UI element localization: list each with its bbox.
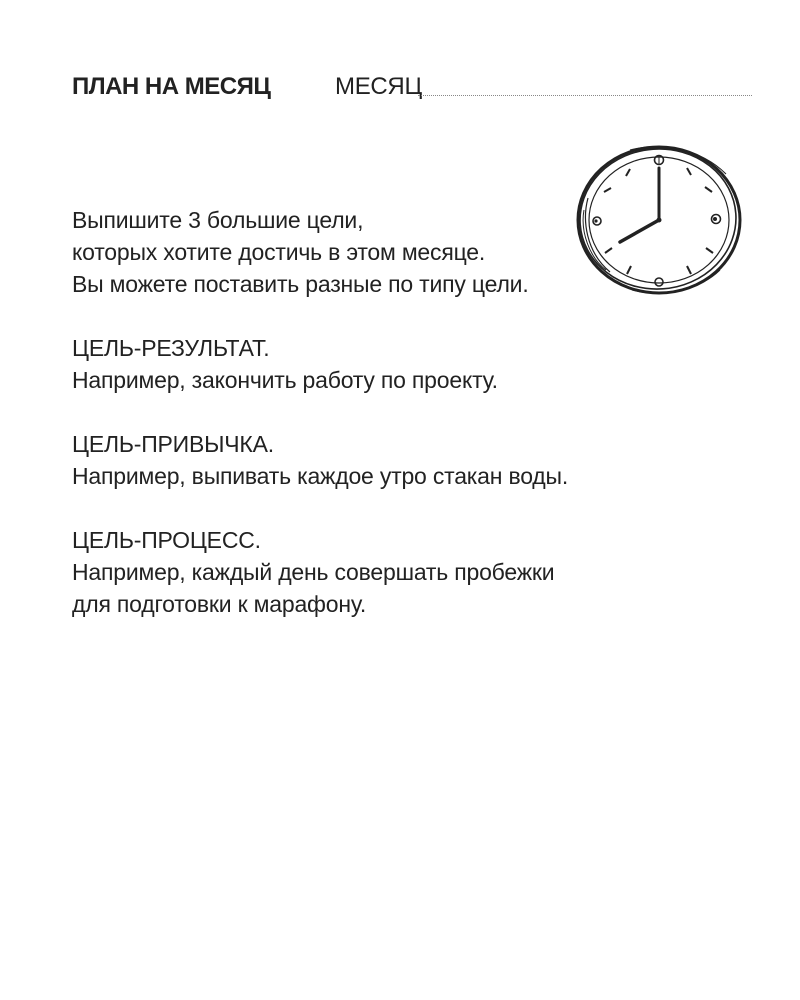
goal-example: Например, выпивать каждое утро стакан воды. bbox=[72, 463, 569, 489]
goal-heading: ЦЕЛЬ-ПРОЦЕСС. bbox=[72, 527, 261, 553]
goal-example: для подготовки к марафону. bbox=[72, 591, 367, 617]
goal-habit-section bbox=[72, 428, 672, 492]
page-title: ПЛАН НА МЕСЯЦ bbox=[72, 73, 271, 100]
month-label: МЕСЯЦ bbox=[335, 73, 422, 100]
goal-example: Например, каждый день совершать пробежки bbox=[72, 559, 555, 585]
goal-example: Например, закончить работу по проекту. bbox=[72, 367, 498, 393]
intro-line: Вы можете поставить разные по типу цели. bbox=[72, 271, 529, 297]
goal-heading: ЦЕЛЬ-ПРИВЫЧКА. bbox=[72, 431, 274, 457]
intro-text bbox=[72, 204, 612, 300]
goal-process-section bbox=[72, 524, 672, 620]
intro-line: Выпишите 3 большие цели, bbox=[72, 207, 364, 233]
goal-heading: ЦЕЛЬ-РЕЗУЛЬТАТ. bbox=[72, 335, 270, 361]
clock-icon bbox=[570, 140, 746, 300]
goal-result-section bbox=[72, 332, 672, 396]
page-header bbox=[72, 70, 752, 104]
intro-line: которых хотите достичь в этом месяце. bbox=[72, 239, 486, 265]
month-input-line[interactable] bbox=[418, 95, 752, 96]
